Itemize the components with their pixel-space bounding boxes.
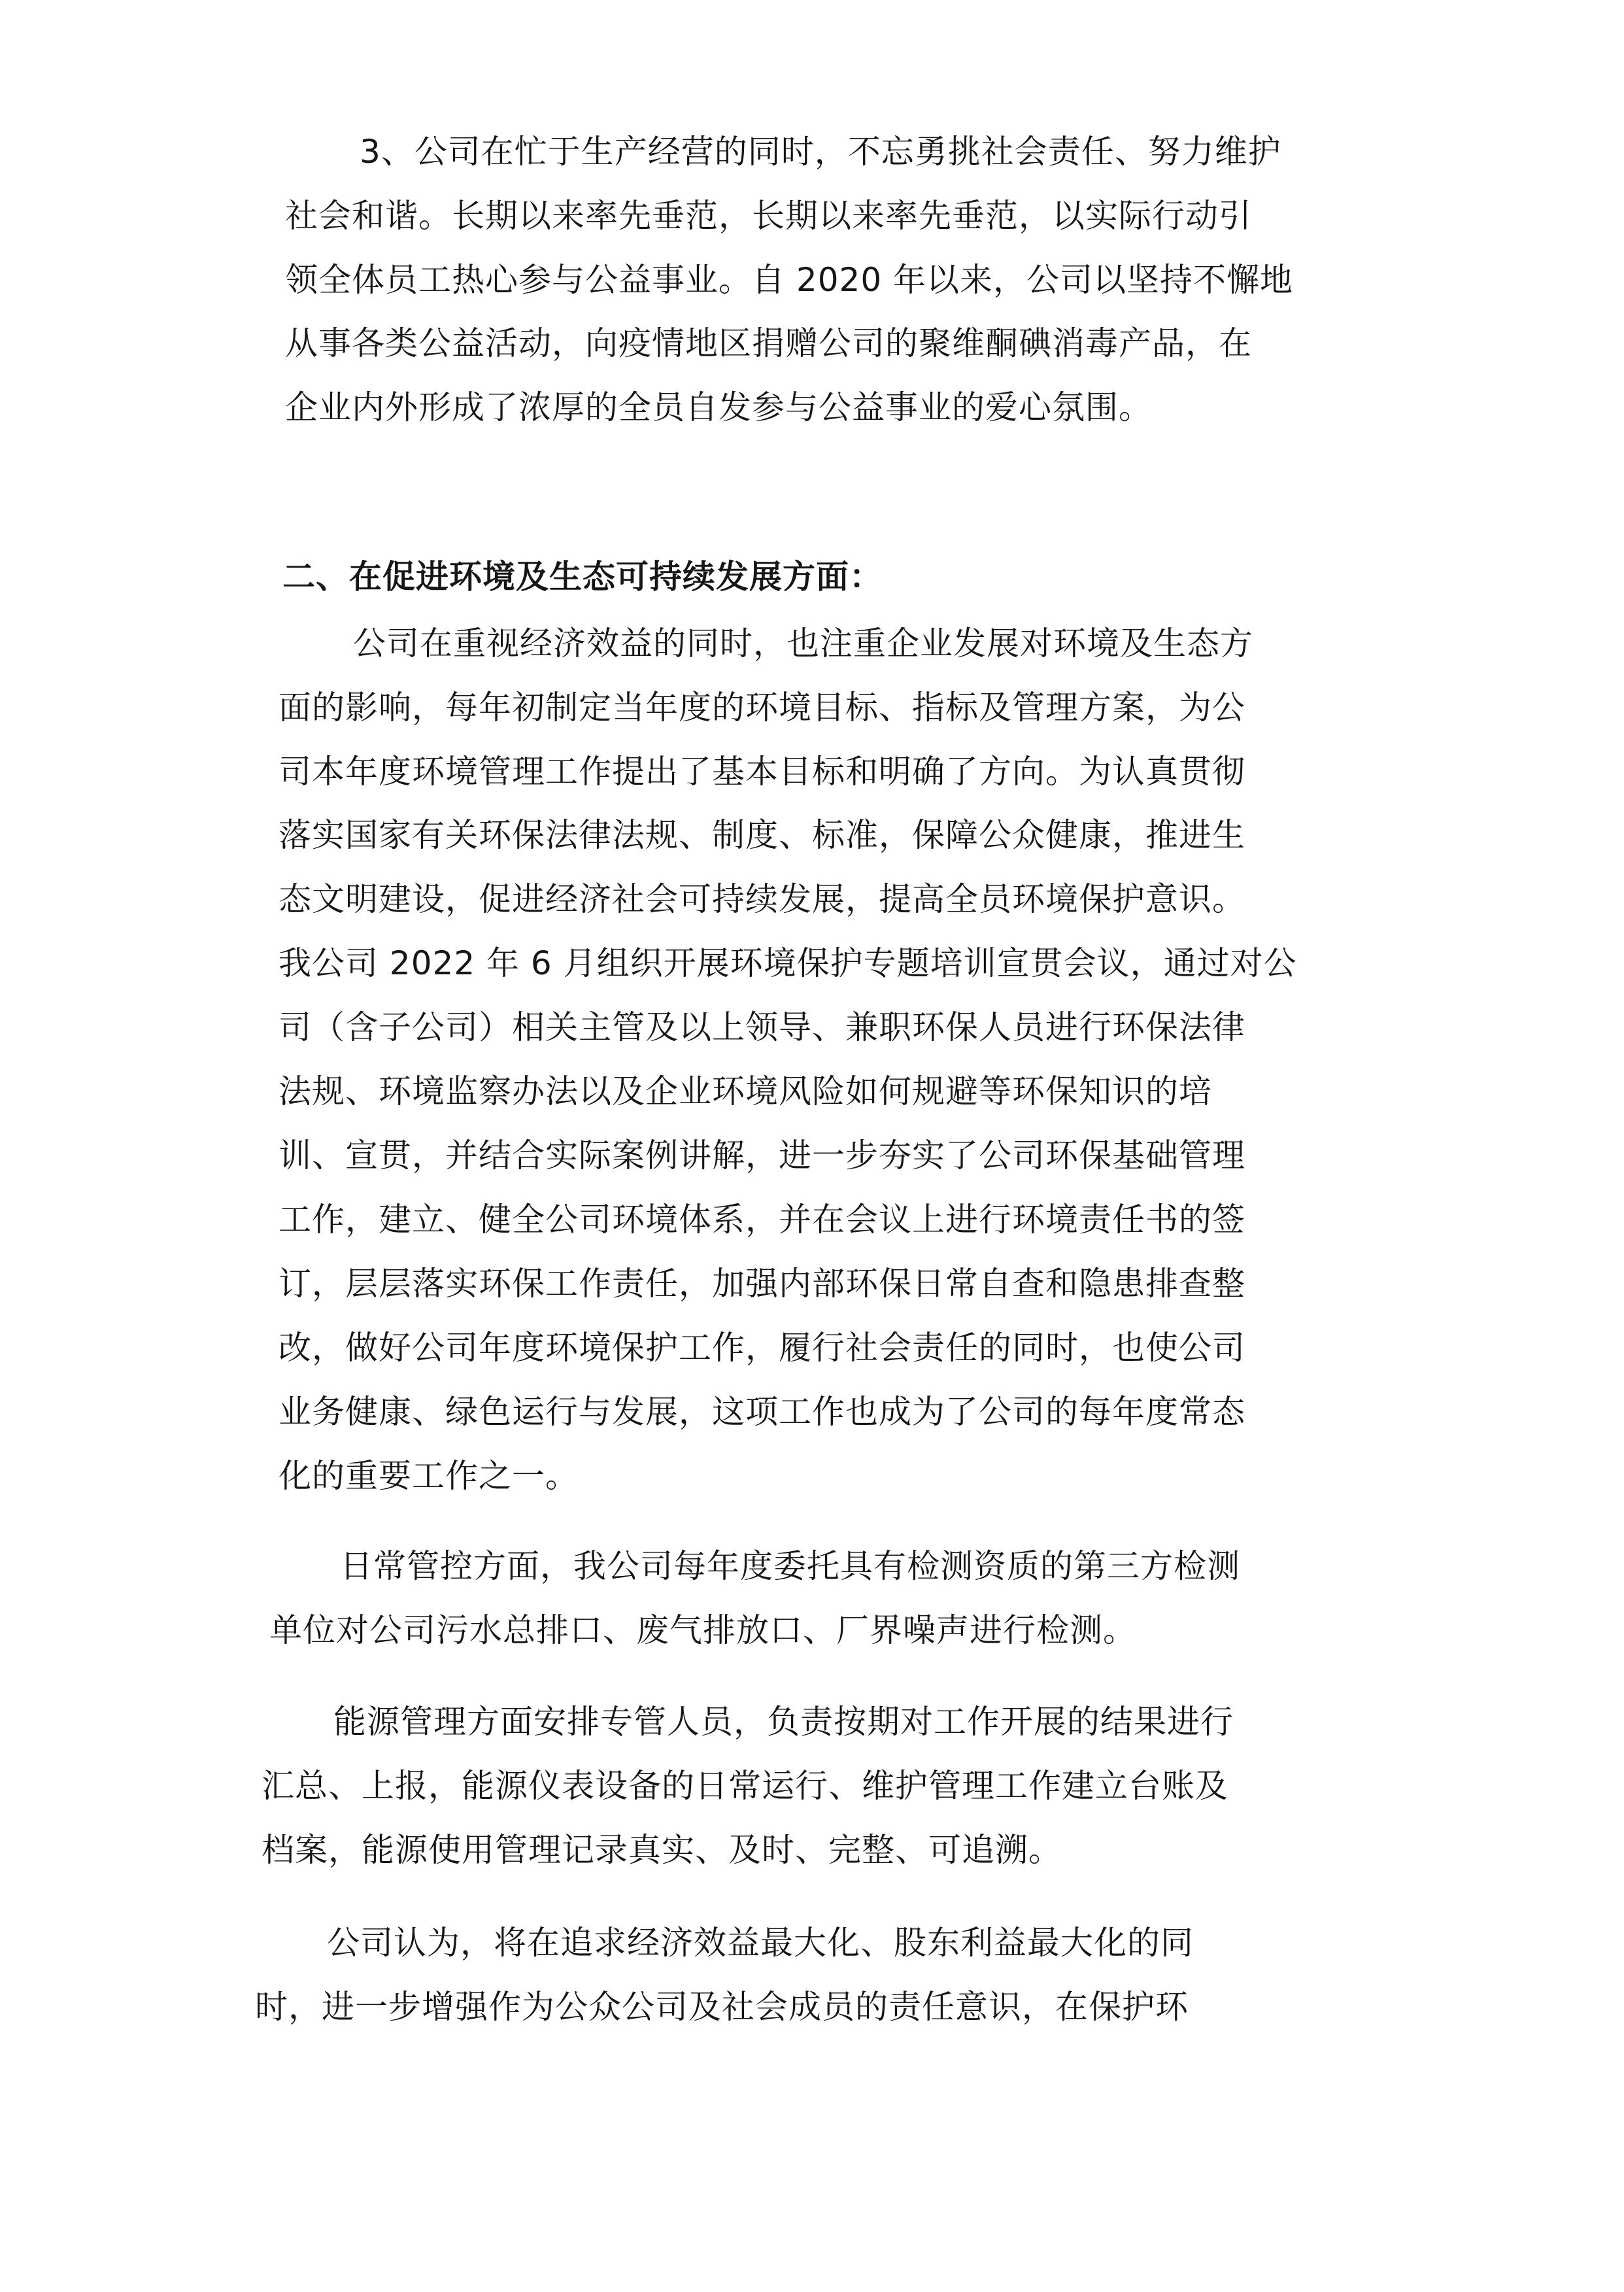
text-line: 态文明建设，促进经济社会可持续发展，提高全员环境保护意识。 bbox=[279, 880, 1245, 918]
text-line: 档案，能源使用管理记录真实、及时、完整、可追溯。 bbox=[262, 1831, 1062, 1869]
section-heading: 二、在促进环境及生态可持续发展方面： bbox=[282, 558, 883, 596]
text-line: 能源管理方面安排专管人员，负责按期对工作开展的结果进行 bbox=[333, 1703, 1234, 1741]
text-line: 落实国家有关环保法律法规、制度、标准，保障公众健康，推进生 bbox=[279, 816, 1245, 854]
text-line: 业务健康、绿色运行与发展，这项工作也成为了公司的每年度常态 bbox=[279, 1393, 1245, 1431]
text-line: 司（含子公司）相关主管及以上领导、兼职环保人员进行环保法律 bbox=[279, 1008, 1245, 1046]
text-line: 面的影响，每年初制定当年度的环境目标、指标及管理方案，为公 bbox=[279, 689, 1245, 727]
text-line: 司本年度环境管理工作提出了基本目标和明确了方向。为认真贯彻 bbox=[279, 753, 1245, 791]
text-line: 时，进一步增强作为公众公司及社会成员的责任意识，在保护环 bbox=[255, 1988, 1189, 2026]
text-line: 从事各类公益活动，向疫情地区捐赠公司的聚维酮碘消毒产品，在 bbox=[285, 324, 1252, 362]
text-line: 领全体员工热心参与公益事业。自 2020 年以来，公司以坚持不懈地 bbox=[285, 261, 1294, 299]
text-line: 法规、环境监察办法以及企业环境风险如何规避等环保知识的培 bbox=[279, 1072, 1212, 1110]
text-line: 公司在重视经济效益的同时，也注重企业发展对环境及生态方 bbox=[353, 624, 1253, 662]
text-line: 汇总、上报，能源仪表设备的日常运行、维护管理工作建立台账及 bbox=[262, 1767, 1228, 1805]
text-line: 工作，建立、健全公司环境体系，并在会议上进行环境责任书的签 bbox=[279, 1201, 1245, 1239]
text-line: 订，层层落实环保工作责任，加强内部环保日常自查和隐患排查整 bbox=[279, 1265, 1245, 1303]
text-line: 3、公司在忙于生产经营的同时，不忘勇挑社会责任、努力维护 bbox=[360, 133, 1281, 171]
text-line: 社会和谐。长期以来率先垂范，长期以来率先垂范，以实际行动引 bbox=[285, 197, 1252, 235]
text-line: 公司认为，将在追求经济效益最大化、股东利益最大化的同 bbox=[327, 1924, 1194, 1962]
text-line: 单位对公司污水总排口、废气排放口、厂界噪声进行检测。 bbox=[269, 1611, 1136, 1649]
text-line: 训、宣贯，并结合实际案例讲解，进一步夯实了公司环保基础管理 bbox=[279, 1137, 1245, 1174]
text-line: 化的重要工作之一。 bbox=[279, 1457, 579, 1495]
text-line: 企业内外形成了浓厚的全员自发参与公益事业的爱心氛围。 bbox=[285, 388, 1152, 426]
text-line: 改，做好公司年度环境保护工作，履行社会责任的同时，也使公司 bbox=[279, 1329, 1245, 1367]
text-line: 我公司 2022 年 6 月组织开展环境保护专题培训宣贯会议，通过对公 bbox=[279, 944, 1297, 982]
text-line: 日常管控方面，我公司每年度委托具有检测资质的第三方检测 bbox=[340, 1547, 1240, 1585]
